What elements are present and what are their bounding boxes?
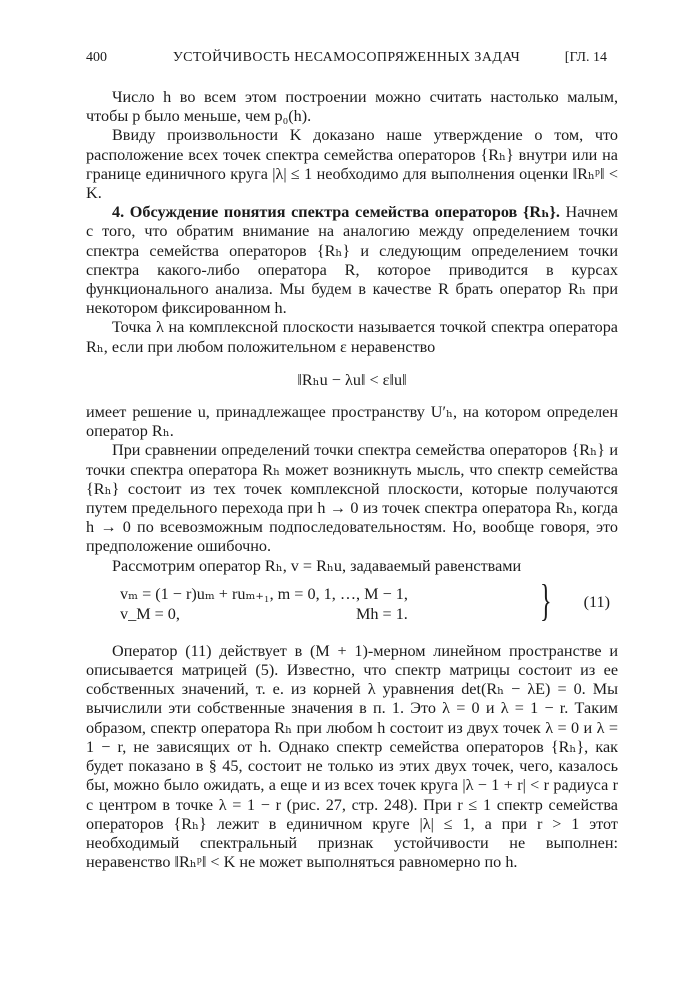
system-equation-1: vₘ = (1 − r)uₘ + ruₘ₊₁, m = 0, 1, …, M − 1, [120,584,408,603]
paragraph-4: Точка λ на комплексной плоскости называется точкой спектра оператора Rₕ, если при любом положительном ε неравенство [86,318,618,356]
paragraph-3-text: Начнем с того, что обратим внимание на аналогию между определением точки спектра семейства операторов {Rₕ} и следующим определением точки спектра какого-либо оператора R, которое приводится в курсах функционального анализа. Мы будем в качестве R брать оператор Rₕ при некотором фиксированном h. [86,203,619,318]
equation-system [86,575,618,631]
page-body [86,88,618,872]
chapter-label: [ГЛ. 14 [564,50,607,65]
system-brace: } [540,575,552,625]
paragraph-2: Ввиду произвольности K доказано наше утверждение о том, что расположение всех точек спектра семейства операторов {Rₕ} внутри или на границе единичного круга |λ| ≤ 1 необходимо для выполнения оценки ‖Rₕᵖ‖ < K. [86,126,618,203]
paragraph-5: имеет решение u, принадлежащее пространству U′ₕ, на котором определен оператор Rₕ. [86,403,618,441]
paragraph-7: Рассмотрим оператор Rₕ, v = Rₕu, задаваемый равенствами [112,556,522,575]
system-equation-2: v_M = 0, [120,604,180,623]
section-heading: 4. Обсуждение понятия спектра семейства операторов {Rₕ}. [112,203,560,222]
paragraph-8: Оператор (11) действует в (M + 1)-мерном линейном пространстве и описывается матрицей (5). Известно, что спектр матрицы состоит из ее собственных значений, т. е. из корней λ уравнения det(Rₕ − λE) = 0. Мы вычислили эти собственные значения в п. 1. Это λ = 0 и λ = 1 − r. Таким образом, спектр оператора Rₕ при любом h состоит из двух точек λ = 0 и λ = 1 − r, не зависящих от h. Однако спектр семейства операторов {Rₕ}, как будет показано в § 45, состоит не только из этих двух точек, чего, казалось бы, можно было ожидать, а еще и из всех точек круга |λ − 1 + r| < r радиуса r с центром в точке λ = 1 − r (рис. 27, стр. 248). При r ≤ 1 спектр семейства операторов {Rₕ} лежит в единичном круге |λ| ≤ 1, а при r > 1 этот необходимый спектральный признак устойчивости не выполнен: неравенство ‖Rₕᵖ‖ < K не может выполняться равномерно по h. [86,641,618,872]
page-number: 400 [86,50,107,65]
paragraph-1: Число h во всем этом построении можно считать настолько малым, чтобы p было меньше, чем p₀(h). [86,88,618,126]
formula-inequality: ‖Rₕu − λu‖ < ε‖u‖ [297,370,407,389]
running-header [86,50,607,70]
equation-number: (11) [583,592,610,611]
running-title: УСТОЙЧИВОСТЬ НЕСАМОСОПРЯЖЕННЫХ ЗАДАЧ [172,50,521,65]
paragraph-3 [86,203,618,318]
paragraph-6: При сравнении определений точки спектра семейства операторов {Rₕ} и точки спектра оператора Rₕ может возникнуть мысль, что спектр семейства {Rₕ} состоит из тех точек комплексной плоскости, которые получаются путем предельного перехода при h → 0 из точек спектра оператора Rₕ, когда h → 0 по всевозможным подпоследовательностям. Но, вообще говоря, это предположение ошибочно. [86,441,618,556]
system-condition-2: Mh = 1. [356,604,408,623]
